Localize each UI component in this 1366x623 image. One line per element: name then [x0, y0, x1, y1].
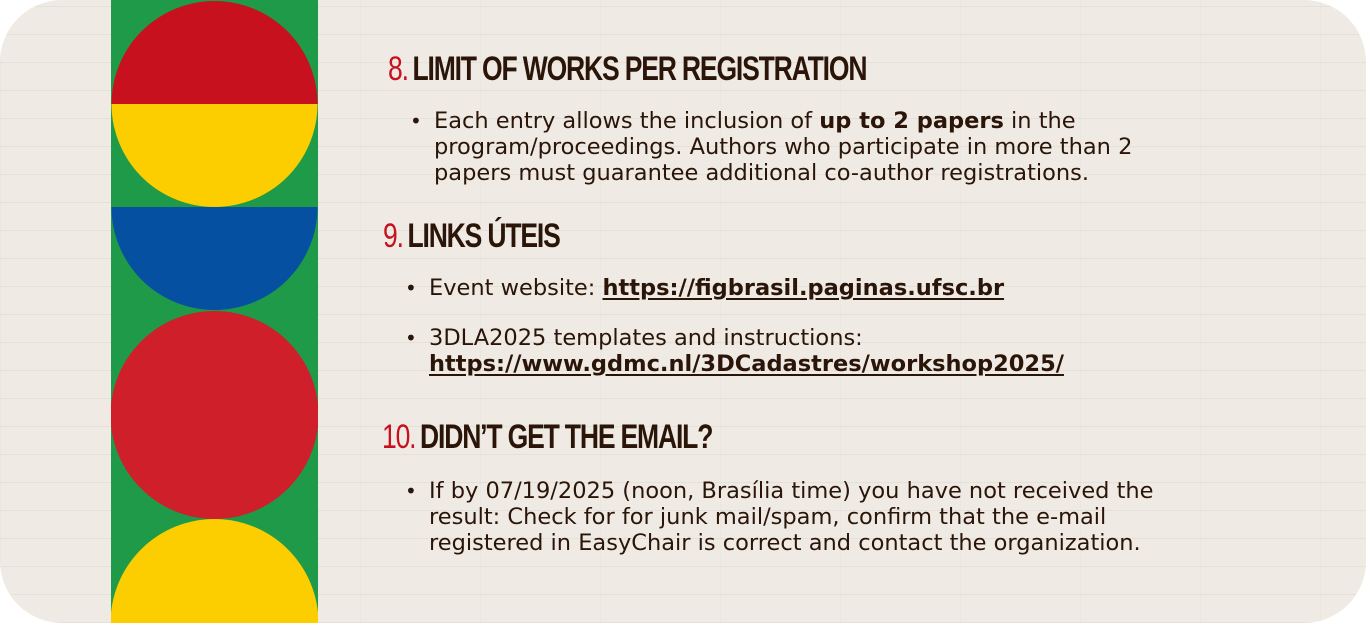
- item-label: 3DLA2025 templates and instructions:: [429, 325, 863, 351]
- section-9-item-website: [405, 275, 1259, 301]
- yellow-bottom-circle: [111, 519, 318, 623]
- section-8-number: 8.: [388, 50, 408, 88]
- item-line-1: [434, 108, 1264, 134]
- section-8-title: LIMIT OF WORKS PER REGISTRATION: [412, 50, 867, 88]
- item-line-1: If by 07/19/2025 (noon, Brasília time) you have not received the: [429, 478, 1154, 504]
- item-line-2: result: Check for for junk mail/spam, confirm that the e-mail: [429, 504, 1107, 530]
- bullet-icon: •: [405, 326, 417, 350]
- section-9-heading: [383, 219, 560, 253]
- item-text: in the: [1003, 108, 1076, 134]
- item-line-3: registered in EasyChair is correct and contact the organization.: [429, 530, 1141, 556]
- event-website-link[interactable]: https://figbrasil.paginas.ufsc.br: [602, 275, 1005, 301]
- item-line-3: papers must guarantee additional co-author registrations.: [434, 160, 1090, 186]
- section-10-item: [405, 478, 1269, 556]
- decorative-circles: [111, 0, 318, 623]
- bullet-icon: •: [405, 276, 417, 300]
- bullet-icon: •: [405, 479, 417, 503]
- red-circle: [111, 311, 318, 519]
- section-9-title: LINKS ÚTEIS: [407, 217, 560, 255]
- item-label: Event website:: [429, 275, 603, 301]
- section-9-item-templates: [405, 325, 1259, 377]
- section-8-item: [410, 108, 1264, 186]
- item-text: Each entry allows the inclusion of: [434, 108, 820, 134]
- templates-link[interactable]: https://www.gdmc.nl/3DCadastres/workshop2025/: [429, 351, 1064, 377]
- blue-half-circle: [112, 207, 318, 310]
- section-10-number: 10.: [382, 418, 416, 456]
- item-bold-text: up to 2 papers: [819, 108, 1004, 134]
- bullet-icon: •: [410, 109, 422, 133]
- section-8-heading: [388, 52, 866, 86]
- item-line-2: program/proceedings. Authors who participate in more than 2: [434, 134, 1133, 160]
- section-10-title: DIDN’T GET THE EMAIL?: [420, 418, 713, 456]
- decorative-stripe: [111, 0, 318, 623]
- section-9-number: 9.: [383, 217, 403, 255]
- main-content: [380, 0, 1280, 623]
- section-10-heading: [382, 420, 712, 454]
